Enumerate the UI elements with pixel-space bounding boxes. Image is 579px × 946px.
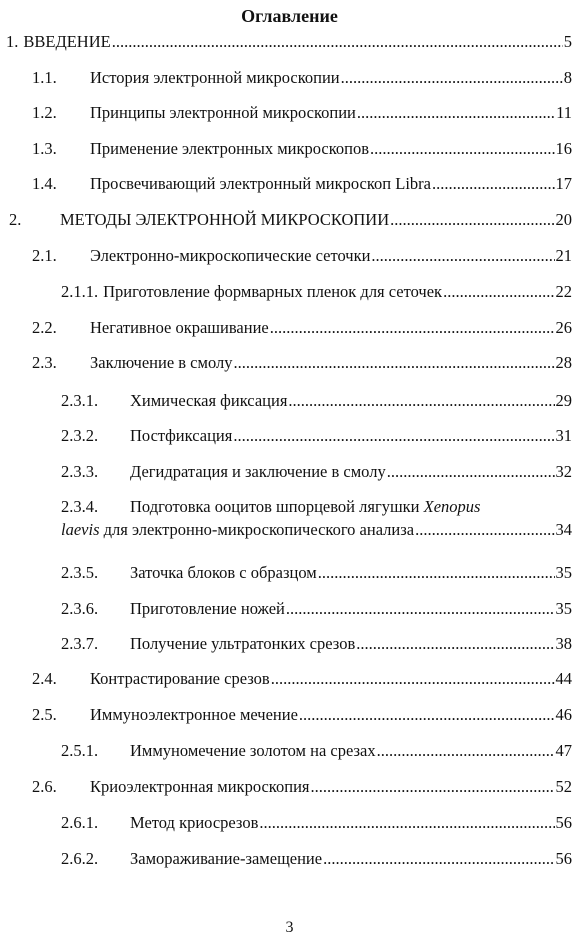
toc-entry-number: 2.3.7. (61, 634, 99, 653)
toc-entry-1-3[interactable] (32, 138, 572, 160)
toc-entry-label: ВВЕДЕНИЕ (23, 32, 111, 51)
toc-entry-label: Приготовление ножей (130, 599, 285, 618)
toc-leader-dots (270, 317, 555, 339)
toc-entry-number: 2.3. (32, 353, 57, 372)
toc-leader-dots (286, 598, 555, 620)
toc-entry-1-2[interactable] (32, 102, 572, 124)
toc-leader-dots (311, 776, 555, 798)
toc-entry-page: 56 (555, 813, 572, 832)
toc-entry-label: Принципы электронной микроскопии (90, 103, 356, 122)
toc-entry-2-6-2[interactable] (61, 848, 572, 870)
toc-entry-number: 1.4. (32, 174, 57, 193)
toc-entry-number: 2.3.4. (61, 497, 99, 516)
toc-entry-number: 2.3.2. (61, 426, 99, 445)
toc-entry-2[interactable] (9, 209, 572, 231)
toc-entry-label: Заточка блоков с образцом (130, 563, 317, 582)
toc-entry-label: История электронной микроскопии (90, 68, 340, 87)
toc-entry-page: 32 (555, 462, 572, 481)
toc-entry-1-1[interactable] (32, 67, 572, 89)
toc-entry-label: Просвечивающий электронный микроскоп Libra (90, 174, 431, 193)
toc-entry-page: 22 (555, 282, 572, 301)
toc-entry-page: 11 (556, 103, 572, 122)
toc-entry-number: 2.3.1. (61, 391, 99, 410)
toc-entry-page: 34 (555, 520, 572, 539)
toc-leader-dots (341, 67, 563, 89)
toc-entry-2-1[interactable] (32, 245, 572, 267)
toc-entry-2-6[interactable] (32, 776, 572, 798)
toc-entry-page: 44 (555, 669, 572, 688)
toc-entry-label: Применение электронных микроскопов (90, 139, 370, 158)
toc-entry-number: 1.3. (32, 139, 57, 158)
toc-entry-2-3-7[interactable] (61, 633, 572, 655)
toc-leader-dots (271, 668, 555, 690)
toc-entry-1-4[interactable] (32, 173, 572, 195)
toc-entry-page: 38 (555, 634, 572, 653)
toc-entry-number: 2.4. (32, 669, 57, 688)
toc-entry-label: МЕТОДЫ ЭЛЕКТРОННОЙ МИКРОСКОПИИ (60, 210, 390, 229)
toc-entry-number: 1. (6, 32, 19, 51)
toc-leader-dots (432, 173, 555, 195)
toc-leader-dots (323, 848, 554, 870)
toc-entry-page: 21 (555, 246, 572, 265)
toc-entry-number: 2.5. (32, 705, 57, 724)
toc-entry-page: 47 (555, 741, 572, 760)
toc-leader-dots (356, 633, 554, 655)
toc-entry-label: Электронно-микроскопические сеточки (90, 246, 371, 265)
toc-entry-number: 2.6.1. (61, 813, 99, 832)
toc-entry-label: Дегидратация и заключение в смолу (130, 462, 386, 481)
toc-leader-dots (357, 102, 555, 124)
toc-entry-2-3-1[interactable] (61, 390, 572, 412)
toc-entry-number: 2. (9, 210, 22, 229)
toc-entry-number: 2.3.6. (61, 599, 99, 618)
toc-entry-2-4[interactable] (32, 668, 572, 690)
toc-entry-number: 2.2. (32, 318, 57, 337)
toc-entry-label: Постфиксация (130, 426, 233, 445)
toc-entry-label: Получение ультратонких срезов (130, 634, 356, 653)
toc-entry-page: 31 (555, 426, 572, 445)
toc-entry-2-3-5[interactable] (61, 562, 572, 584)
toc-entry-page: 28 (555, 353, 572, 372)
toc-entry-label: Иммуноэлектронное мечение (90, 705, 298, 724)
toc-entry-label-italic: Xenopus (423, 497, 481, 516)
toc-leader-dots (371, 245, 554, 267)
toc-leader-dots (377, 740, 555, 762)
toc-entry-number: 2.3.3. (61, 462, 99, 481)
toc-entry-label: Приготовление формварных пленок для сеточек (103, 282, 443, 301)
toc-entry-label: Заключение в смолу (90, 353, 233, 372)
toc-entry-page: 8 (563, 68, 572, 87)
toc-entry-label: Контрастирование срезов (90, 669, 270, 688)
toc-entry-2-1-1[interactable] (61, 281, 572, 303)
toc-leader-dots (387, 461, 555, 483)
toc-entry-page: 56 (555, 849, 572, 868)
toc-entry-label: Криоэлектронная микроскопия (90, 777, 310, 796)
toc-entry-2-2[interactable] (32, 317, 572, 339)
toc-entry-2-3-3[interactable] (61, 461, 572, 483)
toc-entry-page: 26 (555, 318, 572, 337)
toc-entry-number: 2.1.1. (61, 282, 99, 301)
toc-entry-2-3-4[interactable] (61, 496, 572, 541)
toc-entry-number: 1.1. (32, 68, 57, 87)
toc-entry-page: 17 (555, 174, 572, 193)
toc-entry-label (130, 496, 480, 518)
toc-entry-page: 52 (555, 777, 572, 796)
toc-entry-2-5[interactable] (32, 704, 572, 726)
toc-leader-dots (415, 519, 554, 541)
toc-entry-label-continued (61, 519, 414, 541)
toc-leader-dots (112, 31, 563, 53)
toc-entry-label: Химическая фиксация (130, 391, 288, 410)
page-number: 3 (285, 919, 294, 936)
toc-entry-number: 2.3.5. (61, 563, 99, 582)
toc-leader-dots (443, 281, 554, 303)
toc-entry-label-text: Подготовка ооцитов шпорцевой лягушки (130, 497, 420, 516)
toc-entry-number: 2.5.1. (61, 741, 99, 760)
toc-entry-label-italic: laevis (61, 520, 100, 539)
toc-entry-label: Иммуномечение золотом на срезах (130, 741, 376, 760)
toc-leader-dots (318, 562, 555, 584)
toc-entry-label: Негативное окрашивание (90, 318, 269, 337)
toc-entry-2-6-1[interactable] (61, 812, 572, 834)
toc-leader-dots (233, 425, 554, 447)
toc-entry-2-3[interactable] (32, 352, 572, 374)
toc-entry-number: 2.6. (32, 777, 57, 796)
toc-entry-2-3-2[interactable] (61, 425, 572, 447)
toc-entry-page: 20 (555, 210, 572, 229)
toc-entry-page: 46 (555, 705, 572, 724)
toc-entry-2-3-6[interactable] (61, 598, 572, 620)
toc-entry-label: Замораживание-замещение (130, 849, 323, 868)
toc-entry-1[interactable] (6, 31, 572, 53)
toc-entry-2-5-1[interactable] (61, 740, 572, 762)
page-title: Оглавление (241, 6, 338, 26)
toc-entry-page: 16 (555, 139, 572, 158)
toc-entry-label: Метод криосрезов (130, 813, 259, 832)
toc-leader-dots (259, 812, 554, 834)
toc-leader-dots (390, 209, 554, 231)
toc-entry-page: 29 (555, 391, 572, 410)
toc-entry-page: 5 (563, 32, 572, 51)
toc-entry-label-text: для электронно-микроскопического анализа (103, 520, 415, 539)
toc-leader-dots (299, 704, 555, 726)
toc-leader-dots (233, 352, 554, 374)
toc-entry-page: 35 (555, 563, 572, 582)
toc-entry-page: 35 (555, 599, 572, 618)
toc-leader-dots (288, 390, 554, 412)
toc-entry-number: 1.2. (32, 103, 57, 122)
toc-entry-number: 2.6.2. (61, 849, 99, 868)
toc-entry-number: 2.1. (32, 246, 57, 265)
toc-leader-dots (370, 138, 554, 160)
